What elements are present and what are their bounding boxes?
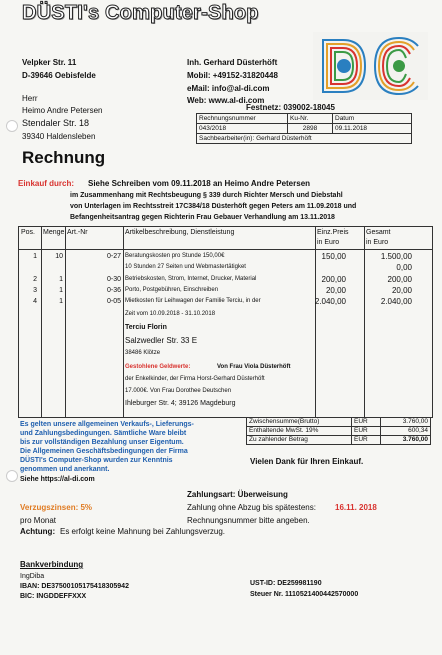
intro-line4: Befangenheitsantrag gegen Richterin Frau Gebauer Verhandlung am 13.11.2018	[70, 214, 335, 221]
terms-line1: Es gelten unsere allgemeinen Verkaufs-, Lieferungs-	[20, 421, 194, 428]
recipient-city: 39340 Haldensleben	[22, 132, 96, 141]
terms-link[interactable]: Siehe https://al-di.com	[20, 476, 95, 483]
shop-logo	[313, 32, 428, 100]
row3-total: 20,00	[391, 286, 412, 295]
extra-line2: 17.000€. Von Frau Dorothee Deutschen	[125, 388, 232, 394]
bank-iban: IBAN: DE37500105175418305942	[20, 583, 129, 590]
row1-qty: 10	[55, 253, 63, 260]
totals-table	[246, 417, 431, 445]
punch-hole	[6, 470, 18, 482]
row4-pos: 4	[33, 298, 37, 305]
col-header-qty: Menge	[43, 229, 65, 236]
shop-title: DÜSTI's Computer-Shop	[22, 2, 259, 24]
extra-line1: der Enkelkinder, der Firma Horst-Gerhard Düsterhöft	[125, 376, 265, 382]
row4-unit: 2.040,00	[314, 297, 346, 306]
shop-web: Web: www.al-di.com	[187, 96, 265, 105]
items-table	[18, 226, 433, 418]
bank-heading: Bankverbindung	[20, 560, 84, 569]
total-currency: EUR	[352, 436, 381, 445]
row3-qty: 1	[59, 287, 63, 294]
row3-desc: Porto, Postgebühren, Einschreiben	[125, 287, 219, 293]
intro-line3: von Unterlagen im Rechtsstreit 17C384/18 Düsterhöft gegen Peters am 11.09.2018 und	[70, 203, 357, 210]
shop-city: D-39646 Oebisfelde	[22, 71, 96, 80]
row2-desc: Betriebskosten, Strom, Internet, Drucker, Material	[125, 276, 257, 282]
page-title: Rechnung	[22, 148, 106, 167]
terms-line2: und Zahlungsbedingungen. Sämtliche Ware bleibt	[20, 430, 187, 437]
shop-street: Velpker Str. 11	[22, 58, 77, 67]
interest-label: Verzugszinsen: 5%	[20, 503, 93, 512]
ref-header-customer: Ku-Nr.	[288, 114, 333, 124]
reference-table	[196, 113, 412, 144]
bank-name: IngDiba	[20, 573, 45, 580]
intro-line2: im Zusammenhang mit Rechtsbeugung § 339 durch Richter Mersch und Diebstahl	[70, 192, 343, 199]
payment-due-date: 16.11. 2018	[335, 503, 377, 512]
row4-desc: Mietkosten für Leihwagen der Familie Terciu, in der	[125, 298, 261, 304]
payment-due-text: Zahlung ohne Abzug bis spätestens:	[187, 503, 316, 512]
intro-line1: Siehe Schreiben vom 09.11.2018 an Heimo Andre Petersen	[88, 179, 311, 188]
punch-hole	[6, 120, 18, 132]
terms-line4: Die Allgemeinen Geschäftsbedingungen der Firma	[20, 448, 188, 455]
row2-pos: 2	[33, 276, 37, 283]
payment-method: Zahlungsart: Überweisung	[187, 490, 288, 499]
shop-email: eMail: info@al-di.com	[187, 84, 270, 93]
shop-mobile: Mobil: +49152-31820448	[187, 71, 278, 80]
col-header-total: Gesamt	[366, 229, 391, 236]
row2-total: 200,00	[387, 275, 412, 284]
extra-stolen-label: Gestohlene Geldwerte:	[125, 364, 191, 370]
vat-value: 600,34	[381, 427, 431, 436]
row2-unit: 200,00	[321, 275, 346, 284]
ref-clerk: Sachbearbeiter(in): Gerhard Düsterhöft	[197, 134, 412, 144]
total-label: Zu zahlender Betrag	[247, 436, 352, 445]
row3-pos: 3	[33, 287, 37, 294]
vat-id: UST-ID: DE259981190	[250, 580, 322, 587]
col-header-art: Art.-Nr	[67, 229, 88, 236]
col-header-pos: Pos.	[21, 229, 36, 236]
col-header-unit-sub: in Euro	[317, 239, 340, 246]
row1-art: 0-27	[106, 253, 121, 260]
recipient-name: Heimo Andre Petersen	[22, 106, 103, 115]
extra-line3: Ihleburger Str. 4; 39126 Magdeburg	[125, 400, 236, 407]
total-value: 3.760,00	[381, 436, 431, 445]
col-header-unit: Einz.Preis	[317, 229, 349, 236]
subtotal-currency: EUR	[352, 418, 381, 427]
vat-currency: EUR	[352, 427, 381, 436]
row4-qty: 1	[59, 298, 63, 305]
ref-header-invoice: Rechnungsnummer	[197, 114, 288, 124]
intro-label: Einkauf durch:	[18, 179, 75, 188]
thanks-text: Vielen Dank für Ihren Einkauf.	[250, 457, 364, 466]
col-header-total-sub: in Euro	[366, 239, 389, 246]
subtotal-label: Zwischensumme(Brutto)	[247, 418, 352, 427]
row2-art: 0-30	[106, 276, 121, 283]
recipient-salutation: Herr	[22, 94, 38, 103]
row2-qty: 1	[59, 276, 63, 283]
ref-header-date: Datum	[333, 114, 412, 124]
ref-date: 09.11.2018	[333, 124, 412, 134]
row3-unit: 20,00	[325, 286, 346, 295]
bank-bic: BIC: INGDDEFFXXX	[20, 593, 87, 600]
row3-art: 0-36	[106, 287, 121, 294]
extra-street: Salzwedler Str. 33 E	[125, 336, 198, 345]
payment-invoice-note: Rechnungsnummer bitte angeben.	[187, 516, 310, 525]
row4-total: 2.040,00	[380, 297, 412, 306]
col-header-desc: Artikelbeschreibung, Dienstleistung	[125, 229, 235, 236]
extra-person: Terciu Florin	[125, 324, 167, 331]
warning-label: Achtung:	[20, 527, 56, 536]
interest-period: pro Monat	[20, 516, 57, 525]
subtotal-value: 3.760,00	[381, 418, 431, 427]
extra-city: 38486 Klötze	[125, 350, 161, 356]
shop-phone: Festnetz: 039002-18045	[246, 103, 335, 112]
extra-stolen-text: Von Frau Viola Düsterhöft	[217, 364, 291, 370]
vat-label: Enthaltende MwSt. 19%	[247, 427, 352, 436]
terms-line5: DÜSTI's Computer-Shop wurden zur Kenntnis	[20, 457, 173, 464]
shop-owner: Inh. Gerhard Düsterhöft	[187, 58, 278, 67]
terms-line3: bis zur vollständigen Bezahlung unser Eigentum.	[20, 439, 184, 446]
ref-customer-number: 2898	[288, 124, 333, 134]
warning-text: Es erfolgt keine Mahnung bei Zahlungsverzug.	[60, 527, 225, 536]
ref-invoice-number: 043/2018	[197, 124, 288, 134]
recipient-street: Stendaler Str. 18	[22, 118, 90, 128]
terms-line6: genommen und anerkannt.	[20, 466, 110, 473]
extra-period: Zeit vom 10.09.2018 - 31.10.2018	[125, 311, 216, 317]
row1-total: 1.500,00	[380, 252, 412, 261]
row1-unit: 150,00	[321, 252, 346, 261]
row4-art: 0-05	[106, 298, 121, 305]
row1-desc: Beratungskosten pro Stunde 150,00€	[125, 253, 225, 259]
row1b-desc: 10 Stunden 27 Seiten und Webmastertätigket	[125, 264, 246, 270]
row1-pos: 1	[33, 253, 37, 260]
row1b-total: 0,00	[396, 263, 412, 272]
tax-number: Steuer Nr. 1110521400442570000	[250, 591, 359, 598]
